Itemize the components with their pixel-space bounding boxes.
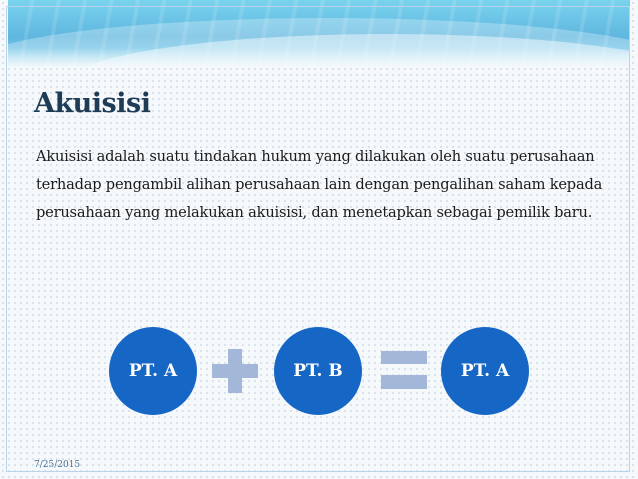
company-circle-middle-label: PT. B (293, 361, 343, 381)
company-circle-result-label: PT. A (460, 361, 510, 381)
slide-date: 7/25/2015 (34, 460, 81, 470)
company-circle-left-label: PT. A (128, 361, 178, 381)
company-circle-middle (274, 327, 362, 415)
slide-title: Akuisisi (34, 88, 151, 119)
company-circle-result (441, 327, 529, 415)
equals-icon (381, 351, 427, 393)
plus-icon (212, 349, 258, 393)
company-circle-left (109, 327, 197, 415)
slide-body-text: Akuisisi adalah suatu tindakan hukum yang dilakukan oleh suatu perusahaan terhadap pengambil alihan perusahaan lain dengan pengalihan saham kepada perusahaan yang melakukan akuisisi, dan menetapkan sebagai pemilik baru. (36, 148, 603, 221)
